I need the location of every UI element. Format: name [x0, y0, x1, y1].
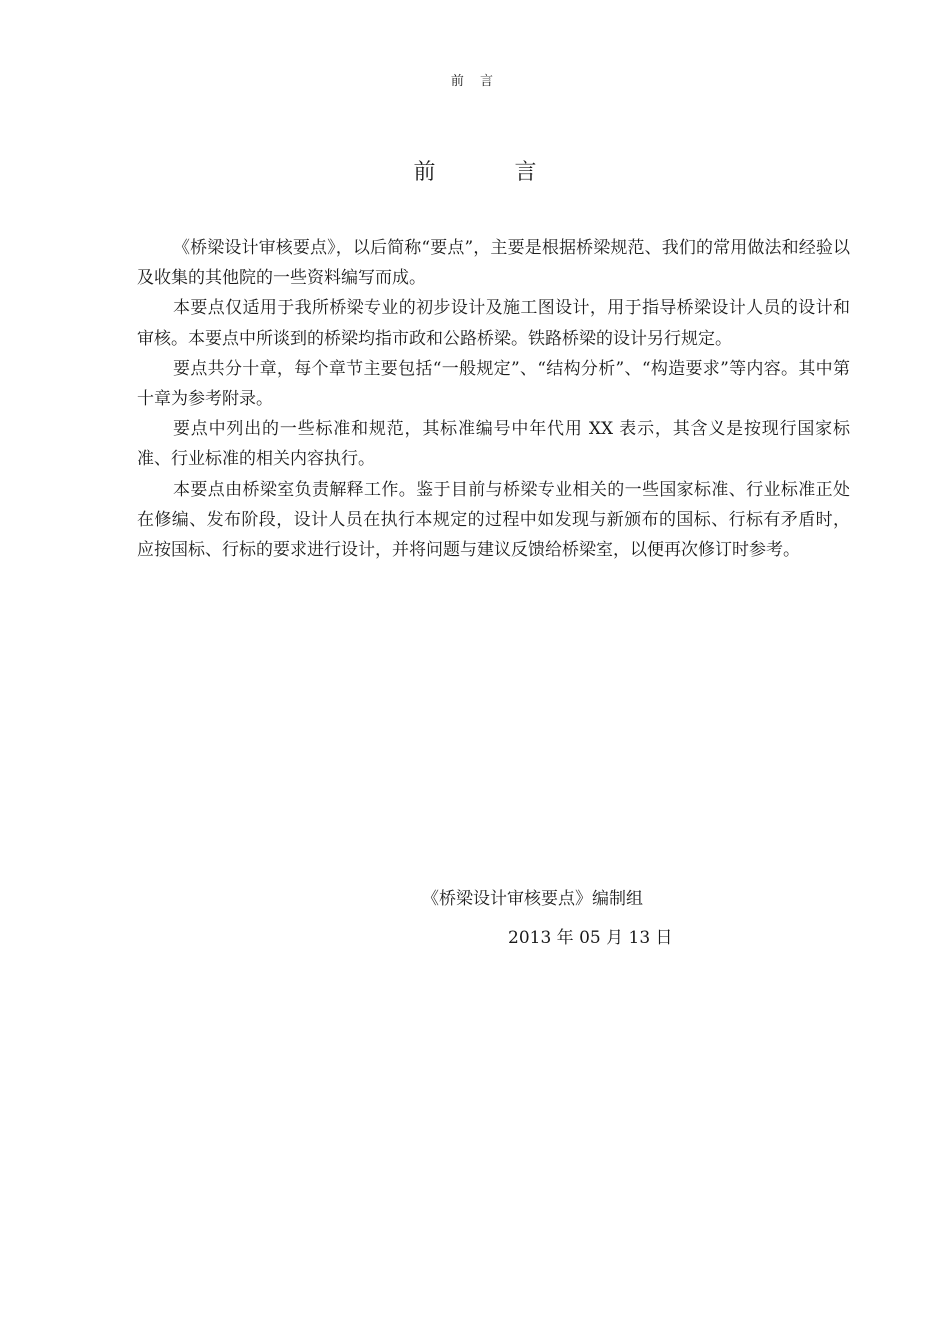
document-date: 2013 年 05 月 13 日 — [508, 928, 673, 948]
preface-paragraph-2: 本要点仅适用于我所桥梁专业的初步设计及施工图设计，用于指导桥梁设计人员的设计和审核。本要点中所谈到的桥梁均指市政和公路桥梁。铁路桥梁的设计另行规定。 — [137, 298, 850, 349]
preface-body — [137, 233, 850, 565]
editorial-group-signature: 《桥梁设计审核要点》编制组 — [422, 889, 643, 909]
preface-paragraph-4: 要点中列出的一些标准和规范，其标准编号中年代用 XX 表示，其含义是按现行国家标准、行业标准的相关内容执行。 — [137, 419, 850, 470]
preface-paragraph-1: 《桥梁设计审核要点》，以后简称“要点”，主要是根据桥梁规范、我们的常用做法和经验以及收集的其他院的一些资料编写而成。 — [137, 238, 850, 289]
running-header: 前 言 — [450, 74, 500, 89]
preface-paragraph-5: 本要点由桥梁室负责解释工作。鉴于目前与桥梁专业相关的一些国家标准、行业标准正处在修编、发布阶段，设计人员在执行本规定的过程中如发现与新颁布的国标、行标有矛盾时，应按国标、行标的要求进行设计，并将问题与建议反馈给桥梁室，以便再次修订时参考。 — [137, 479, 850, 561]
preface-paragraph-3: 要点共分十章，每个章节主要包括“一般规定”、“结构分析”、“构造要求”等内容。其中第十章为参考附录。 — [137, 358, 850, 410]
page-title: 前 言 — [413, 160, 573, 185]
